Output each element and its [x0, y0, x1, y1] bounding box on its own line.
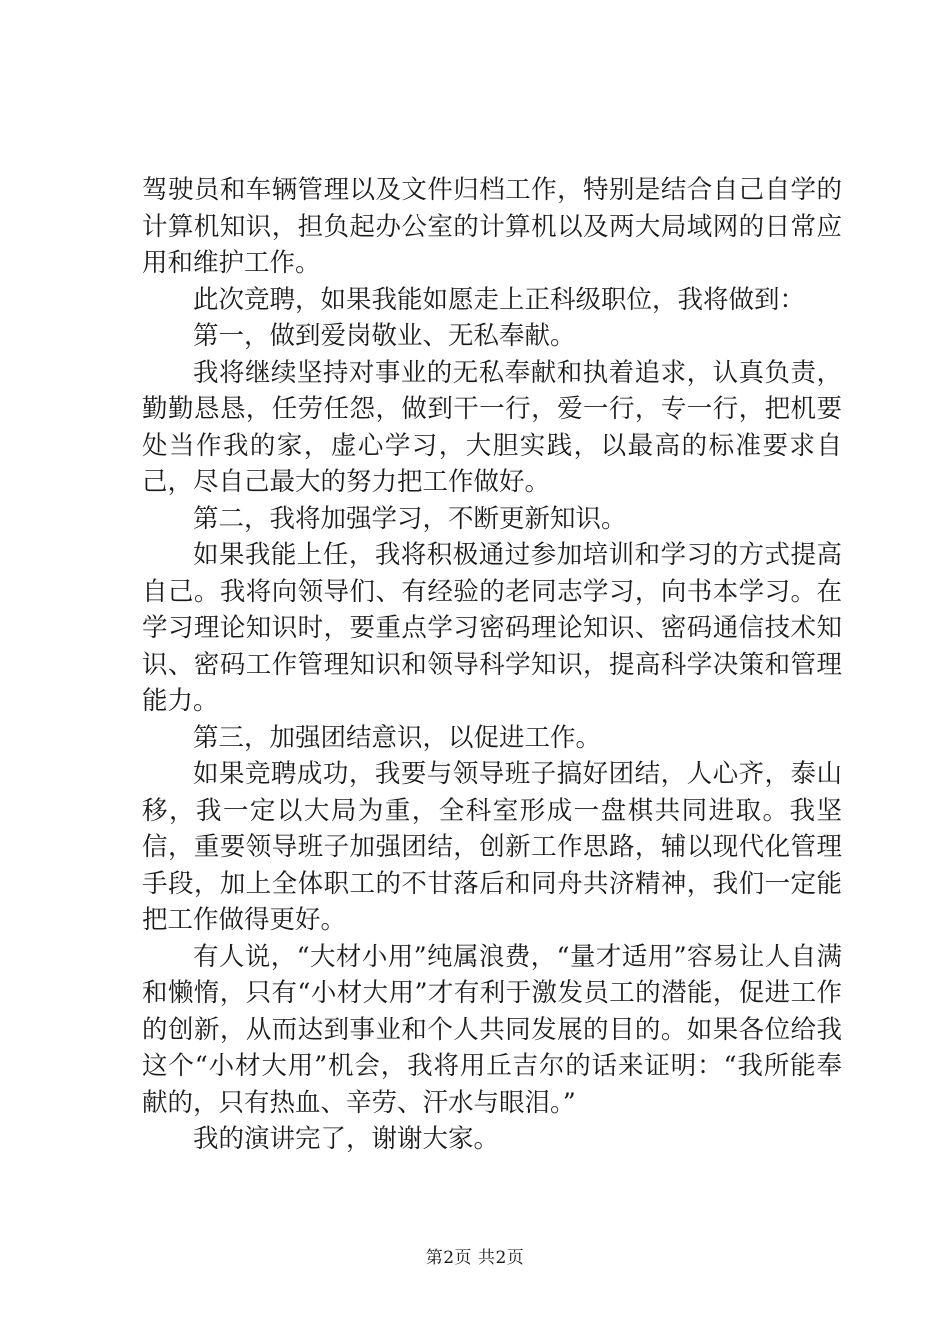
heading-point-two: 第二，我将加强学习，不断更新知识。 — [193, 503, 627, 534]
heading-point-one: 第一，做到爱岗敬业、无私奉献。 — [193, 321, 576, 351]
paragraph-closing: 我的演讲完了，谢谢大家。 — [193, 1124, 500, 1154]
paragraph-quote: 有人说，“大材小用”纯属浪费，“量才适用”容易让人自满和懒惰，只有“小材大用”才有利于激发员工的潜能，促进工作的创新，从而达到事业和个人共同发展的目的。如果各位给我这个“小材大用”机会，我将用丘吉尔的话来证明：“我所能奉献的，只有热血、辛劳、汗水与眼泪。” — [142, 941, 842, 1118]
paragraph-point-one: 我将继续坚持对事业的无私奉献和执着追求，认真负责，勤勤恳恳，任劳任怨，做到干一行，爱一行，专一行，把机要处当作我的家，虚心学习，大胆实践，以最高的标准要求自己，尽自己最大的努力把工作做好。 — [142, 357, 842, 497]
page-footer: 第2页 共2页 — [425, 1248, 525, 1268]
paragraph-continuation: 驾驶员和车辆管理以及文件归档工作，特别是结合自己自学的计算机知识，担负起办公室的计算机以及两大局域网的日常应用和维护工作。 — [142, 175, 842, 278]
paragraph-point-two: 如果我能上任，我将积极通过参加培训和学习的方式提高自己。我将向领导们、有经验的老同志学习，向书本学习。在学习理论知识时，要重点学习密码理论知识、密码通信技术知识、密码工作管理知识和领导科学知识，提高科学决策和管理能力。 — [142, 540, 842, 716]
heading-point-three: 第三，加强团结意识，以促进工作。 — [193, 722, 602, 753]
paragraph-point-three: 如果竞聘成功，我要与领导班子搞好团结，人心齐，泰山移，我一定以大局为重，全科室形成一盘棋共同进取。我坚信，重要领导班子加强团结，创新工作思路，辅以现代化管理手段，加上全体职工的不甘落后和同舟共济精神，我们一定能把工作做得更好。 — [142, 759, 842, 935]
paragraph-intro: 此次竞聘，如果我能如愿走上正科级职位，我将做到： — [193, 284, 806, 315]
document-body — [142, 172, 842, 1158]
